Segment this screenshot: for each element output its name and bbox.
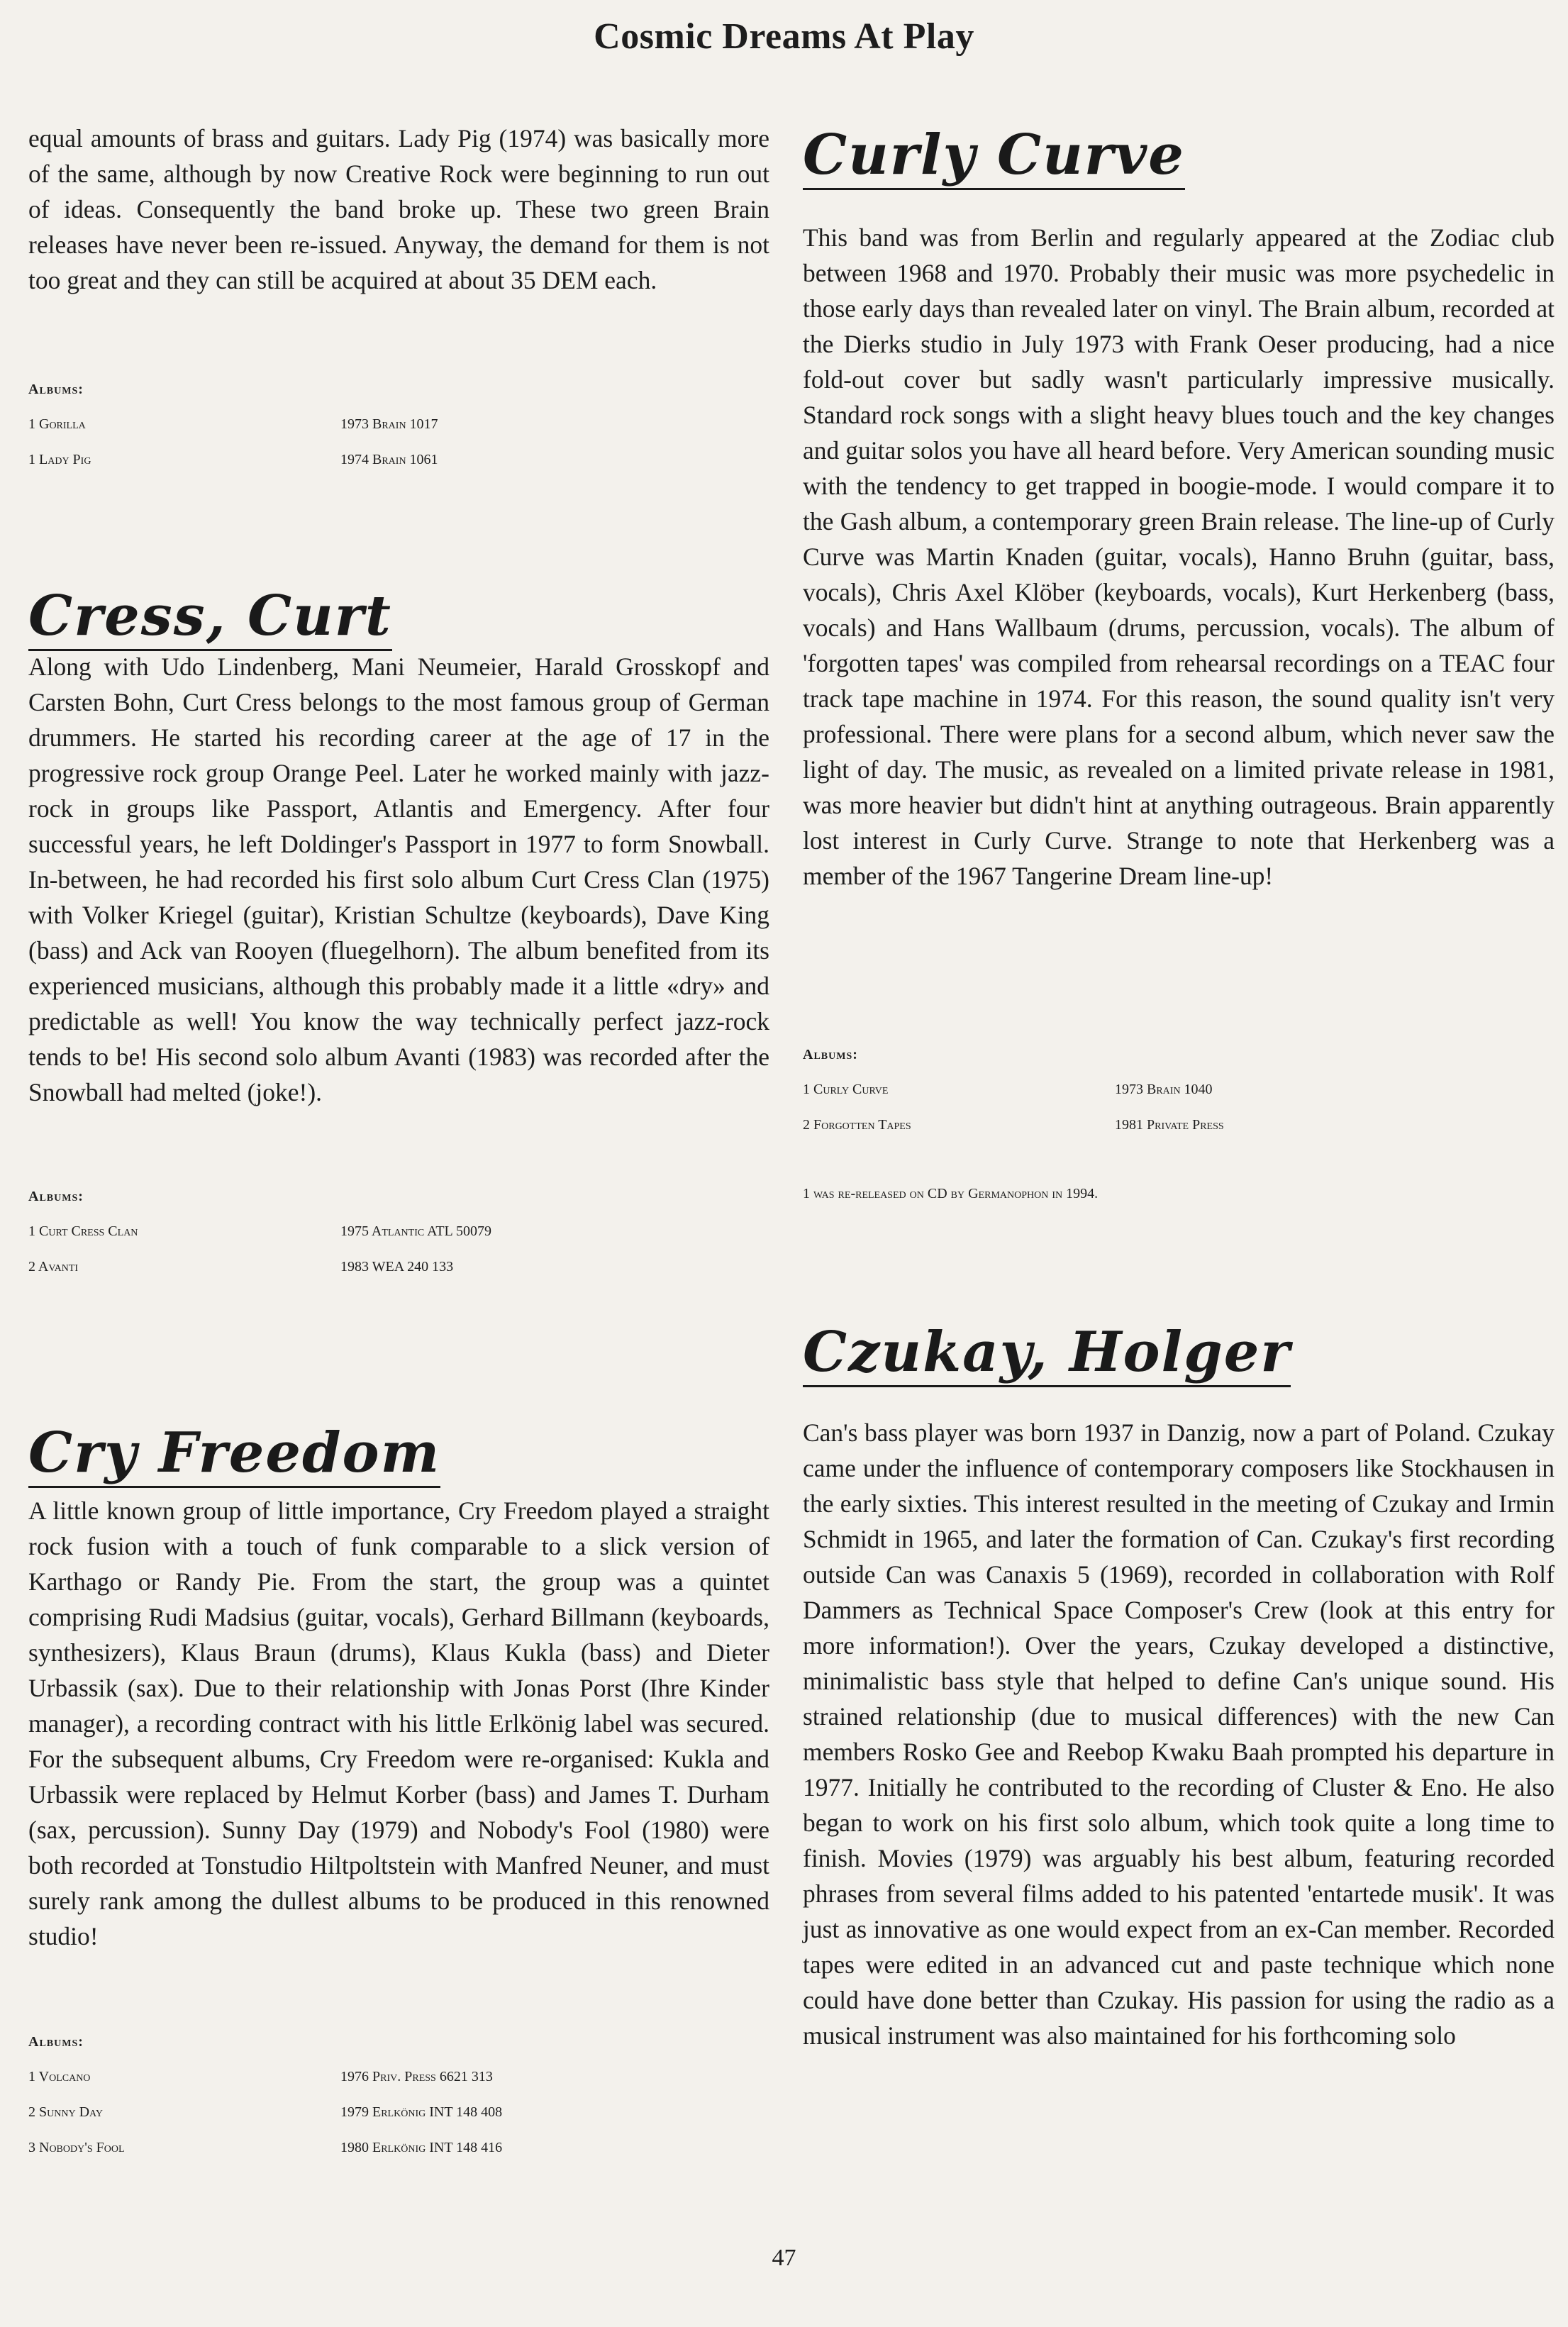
- albums-label: Albums:: [803, 1047, 858, 1062]
- album-title: 1 Gorilla: [28, 416, 86, 432]
- cress-section: [28, 584, 769, 648]
- album-release: 1974 Brain 1061: [340, 452, 438, 467]
- album-row: [28, 2069, 769, 2104]
- intro-albums-list: [28, 382, 769, 487]
- cry-freedom-paragraph: A little known group of little importance, Cry Freedom played a straight rock fusion with a touch of funk comparable to a slick version of Karthago or Randy Pie. From the start, the group was a quintet comprising Rudi Madsius (guitar, vocals), Gerhard Billmann (keyboards, synthesizers), Klaus Braun (drums), Klaus Kukla (bass) and Dieter Urbassik (sax). Due to their relationship with Jonas Porst (Ihre Kinder manager), a recording contract with his little Erlkönig label was secured. For the subsequent albums, Cry Freedom were re-organised: Kukla and Urbassik were replaced by Helmut Korber (bass) and James T. Durham (sax, percussion). Sunny Day (1979) and Nobody's Fool (1980) were both recorded at Tonstudio Hiltpoltstein with Manfred Neuner, and must surely rank among the dullest albums to be produced in this renowned studio!: [28, 1496, 769, 1950]
- czukay-body: [803, 1415, 1555, 2053]
- album-title: 2 Avanti: [28, 1259, 79, 1274]
- section-heading-czukay: Czukay, Holger: [803, 1320, 1291, 1384]
- album-title: 2 Forgotten Tapes: [803, 1117, 911, 1133]
- album-title: 1 Curt Cress Clan: [28, 1223, 138, 1239]
- album-row: [28, 416, 769, 452]
- curly-curve-section: [803, 123, 1555, 187]
- album-release: 1980 Erlkönig INT 148 416: [340, 2140, 503, 2155]
- album-row: [28, 452, 769, 487]
- intro-section: [28, 121, 769, 298]
- album-row: [803, 1082, 1555, 1117]
- album-row: [803, 1117, 1555, 1153]
- album-title: 2 Sunny Day: [28, 2104, 103, 2120]
- album-row: [28, 1259, 769, 1294]
- album-release: 1979 Erlkönig INT 148 408: [340, 2104, 503, 2120]
- section-heading-curly-curve: Curly Curve: [803, 123, 1185, 187]
- curly-curve-body: [803, 220, 1555, 894]
- album-title: 3 Nobody's Fool: [28, 2140, 125, 2155]
- album-row: [28, 1223, 769, 1259]
- album-title: 1 Lady Pig: [28, 452, 91, 467]
- czukay-paragraph: Can's bass player was born 1937 in Danzig, now a part of Poland. Czukay came under the influence of contemporary composers like Stockhausen in the early sixties. This interest resulted in the meeting of Czukay and Irmin Schmidt in 1965, and later the formation of Can. Czukay's first recording outside Can was Canaxis 5 (1969), recorded in collaboration with Rolf Dammers as Technical Space Composer's Crew (look at this entry for more information!). Over the years, Czukay developed a distinctive, minimalistic bass style that helped to define Can's unique sound. His strained relationship (due to musical differences) with the new Can members Rosko Gee and Reebop Kwaku Baah prompted his departure in 1977. Initially he contributed to the recording of Cluster & Eno. He also began to work on his first solo album, which took quite a long time to finish. Movies (1979) was arguably his best album, featuring recorded phrases from several films added to his patented 'entartede musik'. It was just as innovative as one would expect from an ex-Can member. Recorded tapes were edited in an advanced cut and paste technique which none could have done better than Czukay. His passion for using the radio as a musical instrument was also maintained for his forthcoming solo: [803, 1418, 1555, 2050]
- cry-freedom-body: [28, 1493, 769, 1954]
- album-release: 1981 Private Press: [1115, 1117, 1224, 1133]
- album-row: [28, 2140, 769, 2175]
- cress-albums-list: [28, 1189, 769, 1294]
- section-heading-cress: Cress, Curt: [28, 584, 392, 648]
- curly-curve-paragraph: This band was from Berlin and regularly appeared at the Zodiac club between 1968 and 1970. Probably their music was more psychedelic in those early days than revealed later on vinyl. The Brain album, recorded at the Dierks studio in July 1973 with Frank Oeser producing, had a nice fold-out cover but sadly wasn't particularly impressive musically. Standard rock songs with a slight heavy blues touch and the key changes and guitar solos you have all heard before. Very American sounding music with the tendency to get trapped in boogie-mode. I would compare it to the Gash album, a contemporary green Brain release. The line-up of Curly Curve was Martin Knaden (guitar, vocals), Hanno Bruhn (guitar, bass, vocals), Chris Axel Klöber (keyboards, vocals), Kurt Herkenberg (bass, vocals) and Hans Wallbaum (drums, percussion, vocals). The album of 'forgotten tapes' was compiled from rehearsal recordings on a TEAC four track tape machine in 1974. For this reason, the sound quality isn't very professional. There were plans for a second album, which never saw the light of day. The music, as revealed on a limited private release in 1981, was more heavier but didn't hint at anything outrageous. Brain apparently lost interest in Curly Curve. Strange to note that Herkenberg was a member of the 1967 Tangerine Dream line-up!: [803, 223, 1555, 890]
- section-heading-cry-freedom: Cry Freedom: [28, 1421, 441, 1485]
- albums-label: Albums:: [28, 382, 84, 397]
- page-number: 47: [772, 2245, 796, 2271]
- album-release: 1976 Priv. Press 6621 313: [340, 2069, 493, 2084]
- album-release: 1973 Brain 1040: [1115, 1082, 1213, 1097]
- curly-curve-albums-list: [803, 1047, 1555, 1153]
- page-title: Cosmic Dreams At Play: [594, 16, 974, 57]
- cry-freedom-albums-list: [28, 2034, 769, 2175]
- cress-body: [28, 649, 769, 1110]
- album-release: 1973 Brain 1017: [340, 416, 438, 432]
- reissue-note: 1 was re-released on CD by Germanophon in 1994.: [803, 1186, 1099, 1201]
- albums-label: Albums:: [28, 2034, 84, 2050]
- album-release: 1983 WEA 240 133: [340, 1259, 454, 1274]
- cry-freedom-section: [28, 1421, 769, 1485]
- album-title: 1 Curly Curve: [803, 1082, 889, 1097]
- albums-label: Albums:: [28, 1189, 84, 1204]
- album-title: 1 Volcano: [28, 2069, 91, 2084]
- cress-paragraph: Along with Udo Lindenberg, Mani Neumeier, Harald Grosskopf and Carsten Bohn, Curt Cress belongs to the most famous group of German drummers. He started his recording career at the age of 17 in the progressive rock group Orange Peel. Later he worked mainly with jazz-rock in groups like Passport, Atlantis and Emergency. After four successful years, he left Doldinger's Passport in 1977 to form Snowball. In-between, he had recorded his first solo album Curt Cress Clan (1975) with Volker Kriegel (guitar), Kristian Schultze (keyboards), Dave King (bass) and Ack van Rooyen (fluegelhorn). The album benefited from its experienced musicians, although this probably made it a little «dry» and predictable as well! You know the way technically perfect jazz-rock tends to be! His second solo album Avanti (1983) was recorded after the Snowball had melted (joke!).: [28, 652, 769, 1106]
- czukay-section: [803, 1320, 1555, 1384]
- album-row: [28, 2104, 769, 2140]
- intro-paragraph: equal amounts of brass and guitars. Lady Pig (1974) was basically more of the same, although by now Creative Rock were beginning to run out of ideas. Consequently the band broke up. These two green Brain releases have never been re-issued. Anyway, the demand for them is not too great and they can still be acquired at about 35 DEM each.: [28, 124, 769, 294]
- album-release: 1975 Atlantic ATL 50079: [340, 1223, 492, 1239]
